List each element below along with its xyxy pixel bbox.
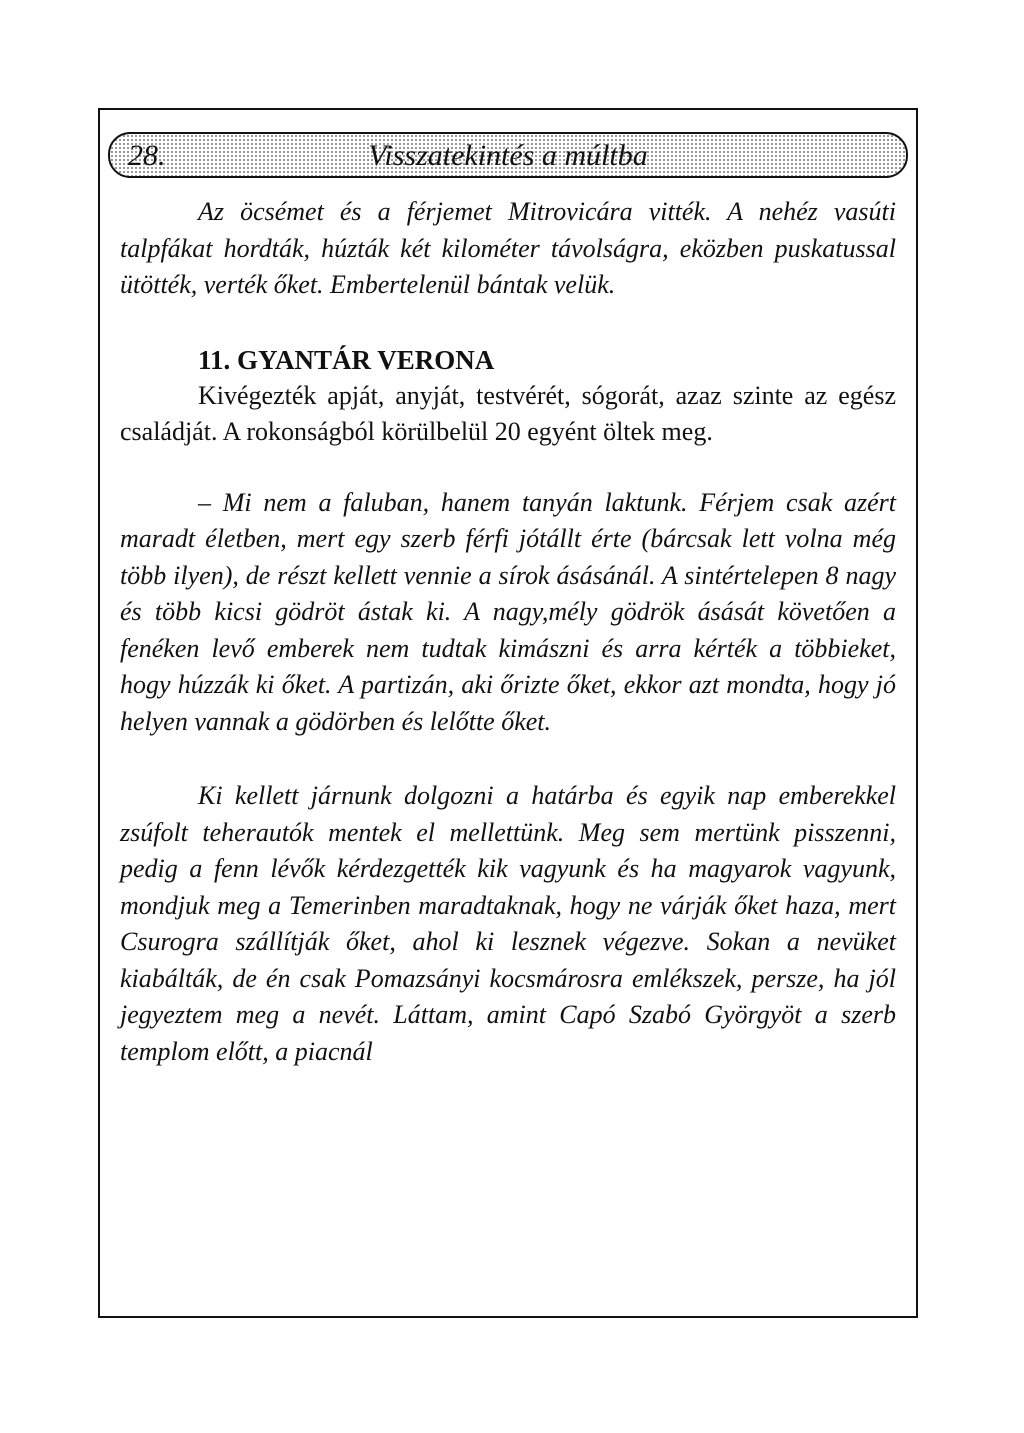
- page-number: 28.: [128, 139, 166, 172]
- section-title: Visszatekintés a múltba: [368, 139, 648, 172]
- paragraph-family: Kivégezték apját, anyját, testvérét, sógorát, azaz szinte az egész családját. A rokonságból körülbelül 20 egyént öltek meg.: [120, 380, 896, 446]
- page-frame: [98, 108, 918, 1318]
- spacer: [120, 740, 896, 778]
- page-content: [120, 194, 896, 1070]
- paragraph-trucks: Ki kellett járnunk dolgozni a határba és egyik nap emberekkel zsúfolt teherautók mentek el mellettünk. Meg sem mertünk pisszenni, pedig a fenn lévők kérdezgették kik vagyunk és ha magyarok vagyunk, mondjuk meg a Temerinben maradtaknak, hogy ne várják őket haza, mert Csurogra szállítják őket, ahol ki lesznek végezve. Sokan a nevüket kiabálták, de én csak Pomazsányi kocsmárosra emlékszek, persze, ha jól jegyeztem meg a nevét. Láttam, amint Capó Szabó Györgyöt a szerb templom előtt, a piacnál: [120, 781, 896, 1066]
- section-heading: 11. GYANTÁR VERONA: [198, 344, 495, 375]
- paragraph-testimony: – Mi nem a faluban, hanem tanyán laktunk. Férjem csak azért maradt életben, mert egy szerb férfi jótállt érte (bárcsak lett volna még több ilyen), de részt kellett vennie a sírok ásásánál. A sintértelepen 8 nagy és több kicsi gödröt ástak ki. A nagy,mély gödrök ásását követően a fenéken levő emberek nem tudtak kimászni és arra kérték a többieket, hogy húzzák ki őket. A partizán, aki őrizte őket, ekkor azt mondta, hogy jó helyen vannak a gödörben és lelőtte őket.: [120, 487, 896, 736]
- header-banner: [108, 132, 908, 178]
- spacer: [120, 304, 896, 342]
- paragraph-mitrovica: Az öcsémet és a férjemet Mitrovicára vitték. A nehéz vasúti talpfákat hordták, húzták két kilométer távolságra, eközben puskatussal ütötték, verték őket. Embertelenül bántak velük.: [120, 197, 896, 299]
- spacer: [120, 451, 896, 485]
